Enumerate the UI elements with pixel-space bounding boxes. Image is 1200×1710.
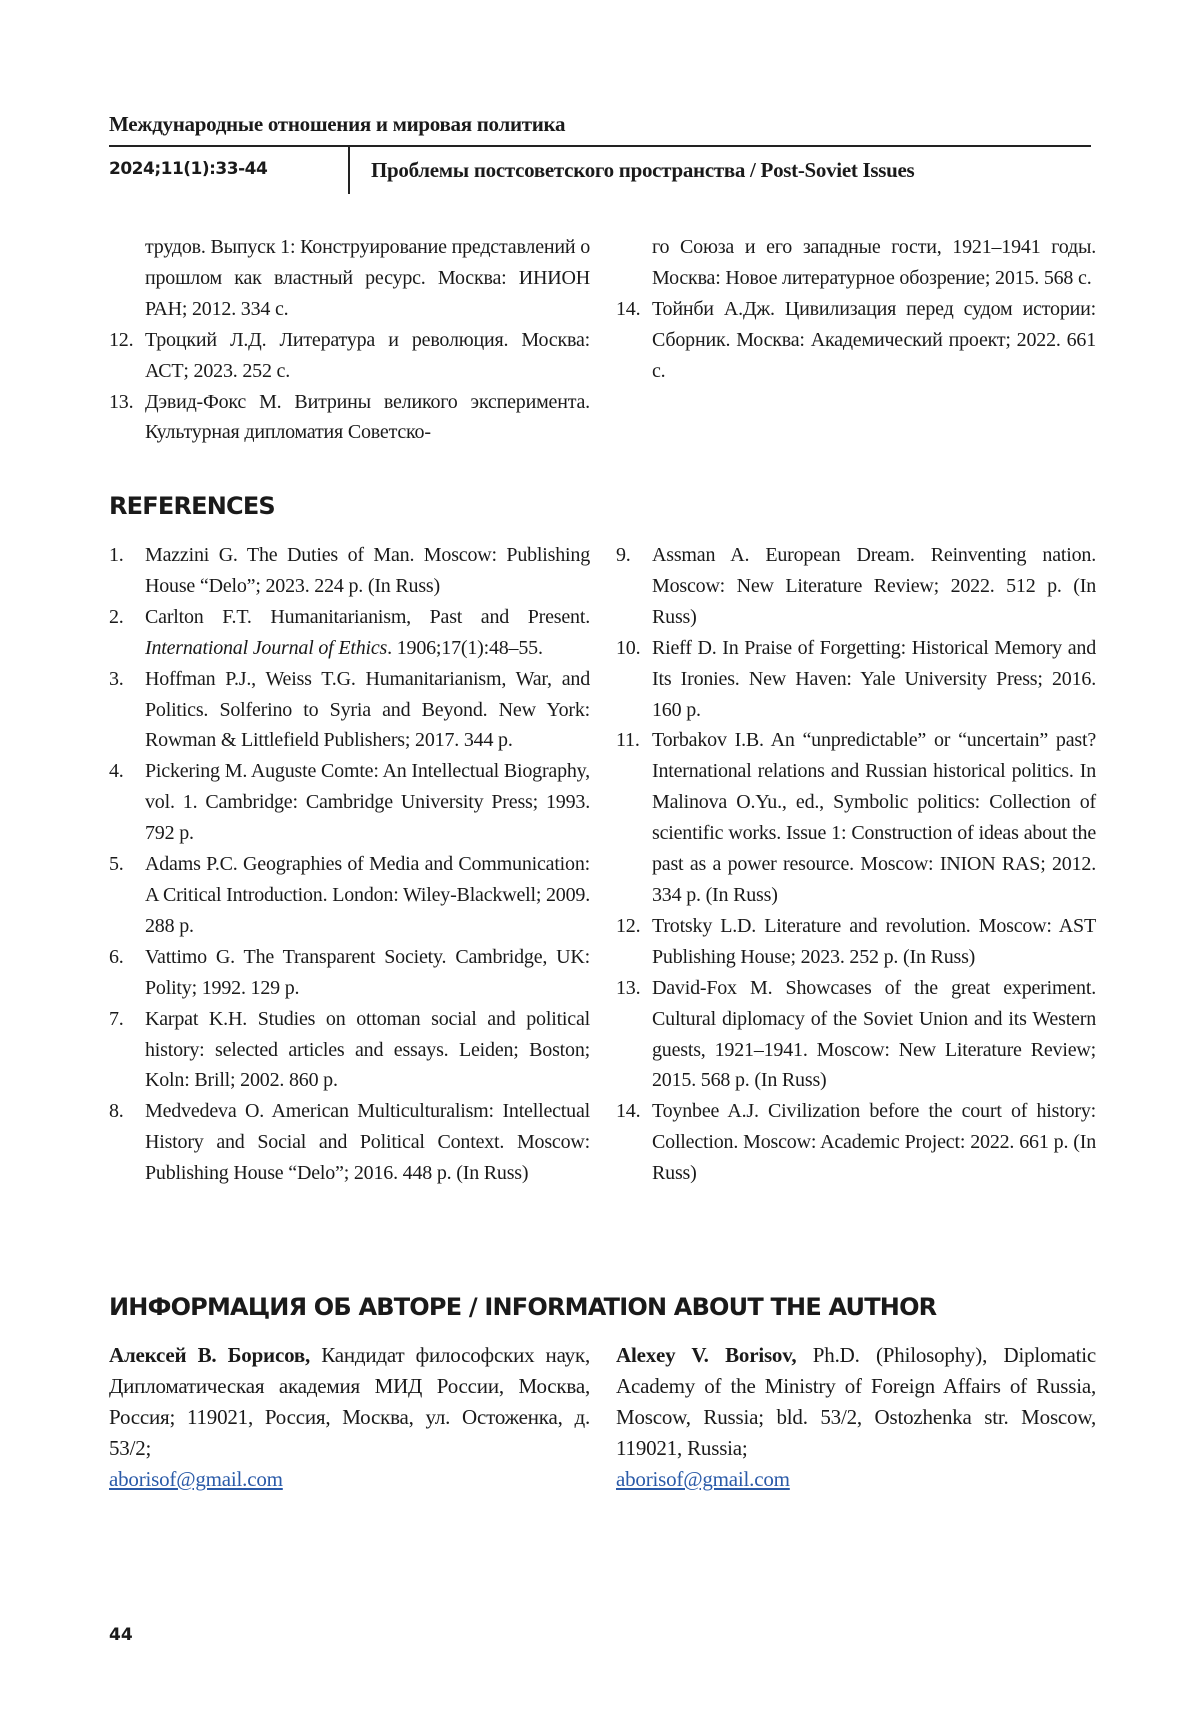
ref-body: Karpat K.H. Studies on ottoman social and political history: selected articles and essays. Leiden; Boston; Koln: Brill; 2002. 860 p.: [145, 1008, 590, 1092]
page-number: 44: [109, 1625, 133, 1645]
ref-body: Carlton F.T. Humanitarianism, Past and Present.: [145, 606, 590, 628]
ref-text: [652, 540, 1096, 633]
ref-item: [109, 325, 590, 387]
ref-body: Hoffman P.J., Weiss T.G. Humanitarianism, War, and Politics. Solferino to Syria and Beyond. New York: Rowman & Littlefield Publishers; 2017. 344 p.: [145, 668, 590, 752]
ref-text: [145, 756, 590, 849]
references-left: [109, 540, 590, 1189]
ref-journal: International Journal of Ethics: [145, 637, 387, 659]
ref-text: [145, 849, 590, 942]
ref-body: Toynbee A.J. Civilization before the court of history: Collection. Moscow: Academic Project: 2022. 661 p. (In Russ): [652, 1100, 1096, 1184]
author-info-en: [616, 1340, 1096, 1495]
ref-number: 2.: [109, 602, 145, 664]
ref-item: [616, 633, 1096, 726]
section-title: Проблемы постсоветского пространства / Post-Soviet Issues: [371, 158, 914, 183]
ref-item: [109, 602, 590, 664]
ref-text: [145, 602, 590, 664]
ref-number: 5.: [109, 849, 145, 942]
ref-number: 9.: [616, 540, 652, 633]
references-heading: REFERENCES: [109, 492, 275, 520]
ref-text: [145, 1096, 590, 1189]
author-email-link[interactable]: aborisof@gmail.com: [616, 1467, 790, 1491]
ref-number: 3.: [109, 664, 145, 757]
ref-tail: . 1906;17(1):48–55.: [387, 637, 543, 659]
russian-refs-left: [109, 232, 590, 448]
issue-citation: 2024;11(1):33-44: [109, 159, 267, 179]
ref-body: David-Fox M. Showcases of the great experiment. Cultural diplomacy of the Soviet Union and its Western guests, 1921–1941. Moscow: New Literature Review; 2015. 568 p. (In Russ): [652, 977, 1096, 1092]
ref-item: [109, 387, 590, 449]
ref-number: 12.: [109, 325, 145, 387]
ref-item: [616, 540, 1096, 633]
journal-title: Международные отношения и мировая политика: [109, 112, 565, 137]
ref-text: Троцкий Л.Д. Литература и революция. Москва: АСТ; 2023. 252 с.: [145, 325, 590, 387]
ref-text: [145, 942, 590, 1004]
ref-number: 13.: [616, 973, 652, 1097]
ref-body: Mazzini G. The Duties of Man. Moscow: Publishing House “Delo”; 2023. 224 p. (In Russ): [145, 544, 590, 597]
ref-number: 1.: [109, 540, 145, 602]
ref-item: [616, 1096, 1096, 1189]
ref-number: 12.: [616, 911, 652, 973]
author-email-link[interactable]: aborisof@gmail.com: [109, 1467, 283, 1491]
ref-body: Torbakov I.B. An “unpredictable” or “uncertain” past? International relations and Russian historical politics. In Malinova O.Yu., ed., Symbolic politics: Collection of scientific works. Issue 1: Construction of ideas about the past as a power resource. Moscow: INION RAS; 2012. 334 p. (In Russ): [652, 729, 1096, 906]
author-heading: ИНФОРМАЦИЯ ОБ АВТОРЕ / INFORMATION ABOUT THE AUTHOR: [109, 1293, 936, 1321]
ref-item: [616, 911, 1096, 973]
ref-body: Medvedeva O. American Multiculturalism: Intellectual History and Social and Political Context. Moscow: Publishing House “Delo”; 2016. 448 p. (In Russ): [145, 1100, 590, 1184]
ref-item: [109, 1004, 590, 1097]
ref-item: [616, 725, 1096, 910]
ref-continuation: го Союза и его западные гости, 1921–1941 годы. Москва: Новое литературное обозрение; 2015. 568 с.: [616, 232, 1096, 294]
ref-number: 14.: [616, 1096, 652, 1189]
ref-number: 10.: [616, 633, 652, 726]
ref-text: [652, 633, 1096, 726]
ref-text: [652, 725, 1096, 910]
ref-number: 6.: [109, 942, 145, 1004]
author-affiliation-ru: Кандидат философских наук, Дипломатическая академия МИД России, Москва, Россия; 119021, Россия, Москва, ул. Остоженка, д. 53/2;: [109, 1343, 590, 1460]
ref-item: [109, 1096, 590, 1189]
ref-item: [109, 849, 590, 942]
ref-text: [145, 1004, 590, 1097]
ref-number: 8.: [109, 1096, 145, 1189]
author-name-ru: Алексей В. Борисов,: [109, 1343, 310, 1367]
ref-continuation: трудов. Выпуск 1: Конструирование представлений о прошлом как властный ресурс. Москва: ИНИОН РАН; 2012. 334 с.: [109, 232, 590, 325]
ref-number: 14.: [616, 294, 652, 387]
references-right: [616, 540, 1096, 1189]
ref-item: [616, 294, 1096, 387]
ref-text: [145, 664, 590, 757]
author-affiliation-en: Ph.D. (Philosophy), Diplomatic Academy of the Ministry of Foreign Affairs of Russia, Moscow, Russia; bld. 53/2, Ostozhenka str. Moscow, 119021, Russia;: [616, 1343, 1096, 1460]
header-rule: [109, 145, 1091, 147]
ref-text: [652, 1096, 1096, 1189]
ref-body: Pickering M. Auguste Comte: An Intellectual Biography, vol. 1. Cambridge: Cambridge University Press; 1993. 792 p.: [145, 760, 590, 844]
header-divider: [348, 146, 350, 194]
ref-text: [652, 911, 1096, 973]
ref-item: [109, 664, 590, 757]
ref-number: 7.: [109, 1004, 145, 1097]
ref-item: [616, 973, 1096, 1097]
ref-item: [109, 756, 590, 849]
ref-text: Тойнби А.Дж. Цивилизация перед судом истории: Сборник. Москва: Академический проект; 2022. 661 с.: [652, 294, 1096, 387]
ref-body: Rieff D. In Praise of Forgetting: Historical Memory and Its Ironies. New Haven: Yale University Press; 2016. 160 p.: [652, 637, 1096, 721]
ref-number: 11.: [616, 725, 652, 910]
ref-text: Дэвид-Фокс М. Витрины великого эксперимента. Культурная дипломатия Советско-: [145, 387, 590, 449]
ref-number: 4.: [109, 756, 145, 849]
author-name-en: Alexey V. Borisov,: [616, 1343, 796, 1367]
ref-text: [145, 540, 590, 602]
ref-item: [109, 942, 590, 1004]
russian-refs-right: [616, 232, 1096, 387]
ref-body: Trotsky L.D. Literature and revolution. Moscow: AST Publishing House; 2023. 252 p. (In Russ): [652, 915, 1096, 968]
ref-text: [652, 973, 1096, 1097]
ref-body: Adams P.C. Geographies of Media and Communication: A Critical Introduction. London: Wiley-Blackwell; 2009. 288 p.: [145, 853, 590, 937]
ref-body: Vattimo G. The Transparent Society. Cambridge, UK: Polity; 1992. 129 p.: [145, 946, 590, 999]
ref-number: 13.: [109, 387, 145, 449]
author-info-ru: [109, 1340, 590, 1495]
ref-item: [109, 540, 590, 602]
ref-body: Assman A. European Dream. Reinventing nation. Moscow: New Literature Review; 2022. 512 p. (In Russ): [652, 544, 1096, 628]
